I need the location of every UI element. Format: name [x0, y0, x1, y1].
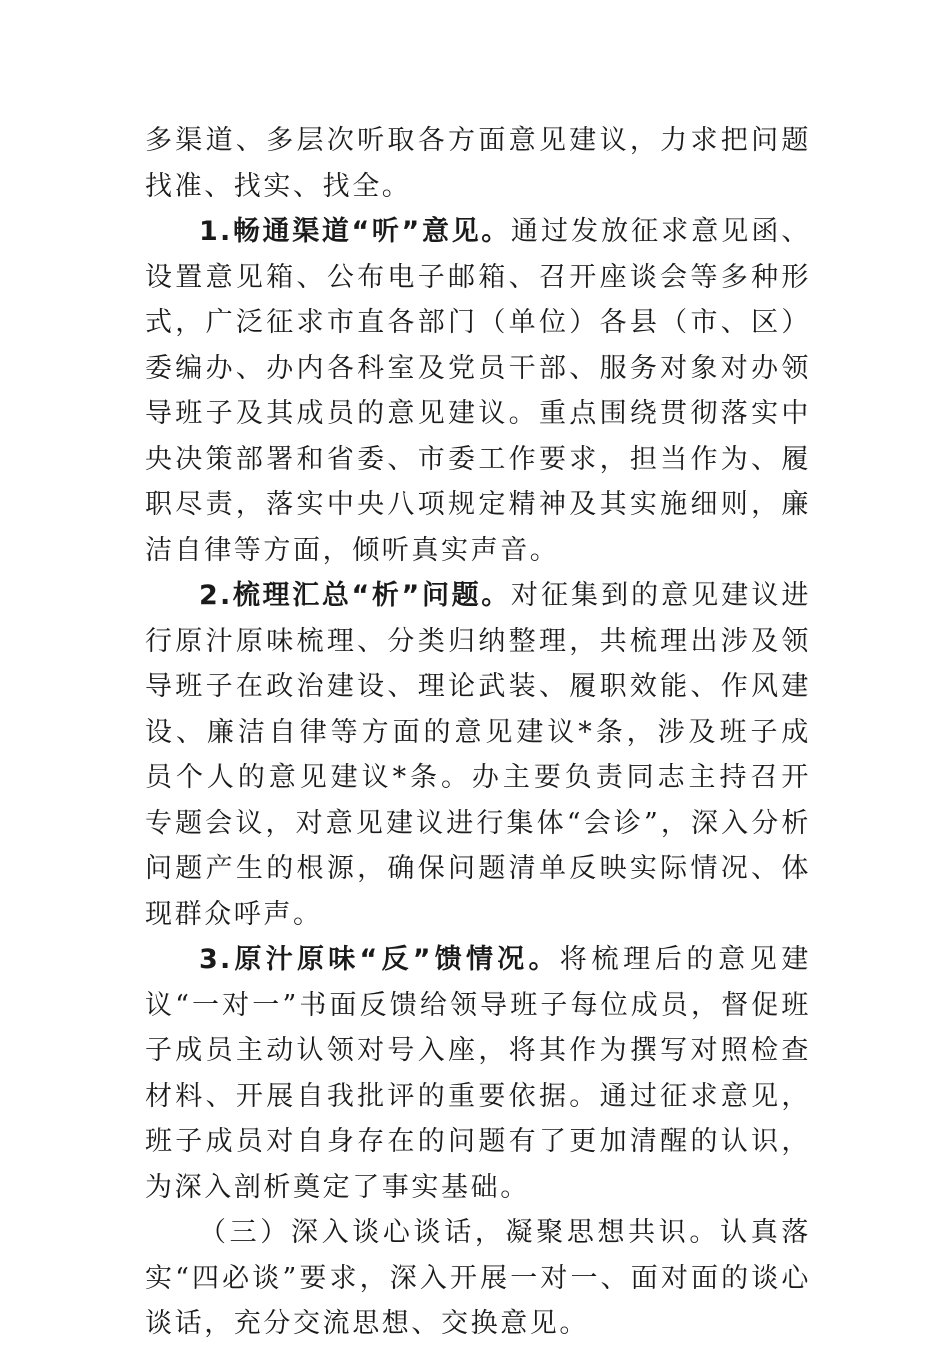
item-2-heading: 2.梳理汇总“析”问题。	[199, 580, 511, 611]
paragraph-item-3	[145, 937, 811, 1210]
paragraph-intro-continued	[145, 118, 811, 209]
paragraph-text: 通过发放征求意见函、设置意见箱、公布电子邮箱、召开座谈会等多种形式，广泛征求市直各部门（单位）各县（市、区）委编办、办内各科室及党员干部、服务对象对办领导班子及其成员的意见建议。重点围绕贯彻落实中央决策部署和省委、市委工作要求，担当作为、履职尽责，落实中央八项规定精神及其实施细则，廉洁自律等方面，倾听真实声音。	[145, 216, 811, 566]
paragraph-item-1	[145, 209, 811, 573]
item-3-heading: 3.原汁原味“反”馈情况。	[199, 944, 560, 975]
paragraph-text: 对征集到的意见建议进行原汁原味梳理、分类归纳整理，共梳理出涉及领导班子在政治建设、理论武装、履职效能、作风建设、廉洁自律等方面的意见建议*条，涉及班子成员个人的意见建议*条。办主要负责同志主持召开专题会议，对意见建议进行集体“会诊”，深入分析问题产生的根源，确保问题清单反映实际情况、体现群众呼声。	[145, 580, 811, 930]
paragraph-section-3	[145, 1210, 811, 1347]
section-3-heading: （三）深入谈心谈话，凝聚思想共识。	[199, 1217, 721, 1248]
document-body	[145, 118, 811, 1347]
paragraph-text: 多渠道、多层次听取各方面意见建议，力求把问题找准、找实、找全。	[145, 125, 811, 202]
paragraph-item-2	[145, 573, 811, 937]
item-1-heading: 1.畅通渠道“听”意见。	[199, 216, 511, 247]
paragraph-text: 认真落实“四必谈”要求，深入开展一对一、面对面的谈心谈话，充分交流思想、交换意见。	[145, 1217, 811, 1339]
paragraph-text: 将梳理后的意见建议“一对一”书面反馈给领导班子每位成员，督促班子成员主动认领对号入座，将其作为撰写对照检查材料、开展自我批评的重要依据。通过征求意见，班子成员对自身存在的问题有了更加清醒的认识，为深入剖析奠定了事实基础。	[145, 944, 811, 1203]
